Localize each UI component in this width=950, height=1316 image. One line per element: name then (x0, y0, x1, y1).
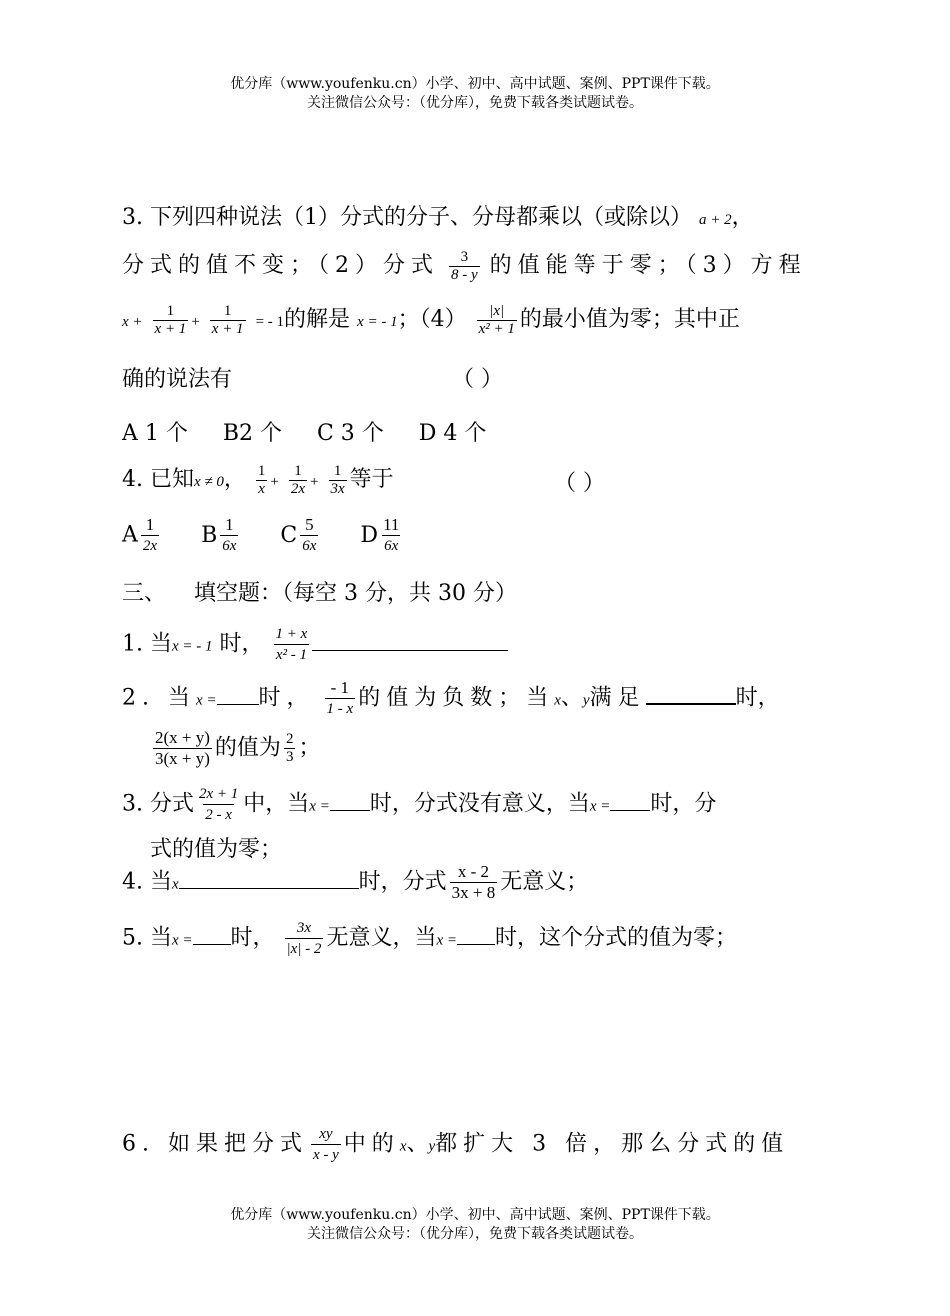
f4-c: 无意义； (500, 869, 589, 895)
den: |x| - 2 (285, 938, 324, 959)
f5-var-1: x = (171, 932, 193, 949)
q4-options (122, 515, 830, 556)
header-line-1: 优分库（www.youfenku.cn）小学、初中、高中试题、案例、PPT课件下载。 (230, 76, 720, 92)
den: 6x (220, 535, 238, 556)
q3-line-4 (122, 362, 830, 393)
fill-3 (122, 784, 830, 825)
fill-5 (122, 918, 830, 959)
answer-blank[interactable] (330, 810, 370, 811)
f2-a: 2. 当 (122, 685, 196, 711)
num: 1 (225, 515, 234, 534)
q3-frac-3 (210, 303, 246, 338)
f3-var-1: x = (309, 798, 330, 815)
q3-l2-a: 分式的值不变；（2）分式 (122, 253, 439, 278)
num: xy (319, 1126, 333, 1142)
f3-c: 时，分式没有意义，当 (369, 791, 590, 817)
q3-line-1 (122, 200, 830, 231)
var-x: x (399, 1138, 407, 1155)
q4-a: 4. 已知 (122, 467, 194, 492)
q3-options: A 1 个 B2 个 C 3 个 D 4 个 (122, 421, 487, 446)
fill-3-line-2: 式的值为零； (150, 837, 283, 862)
f1-b: 时， (212, 631, 264, 657)
num: 1 (257, 462, 266, 479)
q3-l3-c: 的最小值为零；其中正 (519, 307, 740, 332)
q4-b: 等于 (349, 467, 394, 492)
q3-frac-4 (477, 303, 517, 338)
num: x - 2 (457, 862, 490, 881)
page-header (0, 75, 950, 113)
q4-comma: ， (223, 467, 246, 492)
f2-frac (325, 678, 356, 719)
q4-cond: x ≠ 0 (193, 474, 224, 490)
sep: 、 (406, 1131, 429, 1157)
f5-frac (285, 918, 324, 959)
f2-e: 时， (735, 685, 780, 711)
f1-a: 1. 当 (122, 631, 172, 657)
den: x + 1 (154, 320, 187, 337)
q3-l3-b: ；（4） (397, 307, 467, 332)
f2-c: 的值为负数；当 (358, 685, 555, 711)
f6-a: 6. 如果把分式 (122, 1131, 308, 1157)
f2-l2-a: 的值为 (214, 735, 281, 761)
fill-2 (122, 678, 830, 719)
den: 2 - x (203, 804, 234, 825)
num: 1 (333, 462, 342, 479)
q3-l4-a: 确的说法有 (122, 367, 233, 392)
q3-frac-2 (153, 303, 189, 338)
den: 3(x + y) (155, 749, 210, 768)
den: 3 (285, 749, 294, 765)
plus: + (270, 474, 279, 490)
den: 1 - x (325, 698, 356, 719)
den: 2x (290, 480, 306, 497)
opt-c: C (280, 522, 298, 548)
num: 1 + x (275, 626, 308, 642)
den: 6x (300, 535, 318, 556)
eq: = - 1 (255, 314, 285, 330)
f3-d: 时，分 (650, 791, 717, 817)
q3-l2-b: 的值能等于零；（3）方程 (489, 253, 807, 278)
footer-line-2: 关注微信公众号：（优分库），免费下载各类试题试卷。 (307, 1226, 643, 1242)
den: 6x (382, 535, 400, 556)
answer-blank[interactable] (312, 650, 508, 651)
f4-b: 时，分式 (358, 869, 447, 895)
num: 11 (383, 515, 400, 534)
answer-paren: （ ） (452, 367, 503, 392)
var-y: y (428, 1138, 436, 1155)
answer-blank[interactable] (646, 703, 736, 705)
f1-frac (274, 624, 310, 665)
f6-c: 都扩大 3 倍，那么分式的值 (435, 1131, 790, 1157)
f3-b: 中，当 (243, 791, 310, 817)
q3-l3-a: 的解是 (284, 307, 351, 332)
num: 5 (305, 515, 314, 534)
f4-var: x (171, 876, 179, 893)
den: x² + 1 (478, 320, 515, 337)
den: x² - 1 (274, 644, 309, 665)
fill-4 (122, 862, 830, 903)
num: 3x (296, 920, 312, 936)
q3-comma: ， (731, 205, 754, 230)
page-footer (0, 1206, 950, 1244)
f2-value-frac (284, 731, 296, 766)
num: 3 (460, 248, 469, 265)
f6-frac (311, 1124, 341, 1165)
opt-b: B (201, 522, 218, 548)
num: 2(x + y) (155, 728, 210, 747)
f1-cond: x = - 1 (171, 638, 213, 655)
f5-var-2: x = (436, 932, 457, 949)
q3-line-3 (122, 302, 830, 338)
f5-c: 无意义，当 (326, 925, 437, 951)
den: 2x (141, 535, 159, 556)
f5-b: 时， (230, 925, 275, 951)
opt-a: A (122, 522, 138, 548)
q4-frac-1 (256, 463, 268, 498)
opt-d: D (360, 522, 379, 548)
answer-blank[interactable] (217, 704, 259, 705)
f3-a: 3. 分式 (122, 791, 194, 817)
f4-a: 4. 当 (122, 869, 172, 895)
header-line-2: 关注微信公众号：（优分库），免费下载各类试题试卷。 (307, 95, 643, 111)
opt-b-frac (220, 515, 238, 556)
answer-blank[interactable] (610, 810, 650, 811)
f2-b: 时， (258, 685, 315, 711)
den: x - y (311, 1144, 341, 1165)
den: 8 - y (451, 266, 478, 283)
den: x + 1 (211, 320, 244, 337)
answer-blank[interactable] (457, 944, 495, 945)
answer-blank[interactable] (193, 944, 231, 945)
num: 1 (294, 462, 302, 479)
f2-d: 满足 (589, 685, 646, 711)
q3-expr: a + 2 (698, 212, 732, 228)
fill-1 (122, 624, 830, 665)
sep: 、 (560, 685, 583, 711)
var-x: x (554, 692, 561, 709)
q3-text: 3. 下列四种说法（1）分式的分子、分母都乘以（或除以） (122, 205, 692, 230)
q4-frac-3 (329, 463, 347, 498)
num: 1 (145, 515, 155, 534)
section-3-title: 三、 填空题：（每空 3 分，共 30 分） (122, 581, 517, 606)
num: |x| (489, 302, 505, 319)
q3-line-2 (122, 248, 830, 284)
var-y: y (582, 692, 590, 709)
q4-frac-2 (289, 463, 307, 498)
plus: + (191, 314, 200, 330)
opt-c-frac (300, 515, 318, 556)
f6-b: 中的 (343, 1131, 400, 1157)
opt-a-frac (141, 515, 159, 556)
den: x (258, 480, 265, 497)
footer-line-1: 优分库（www.youfenku.cn）小学、初中、高中试题、案例、PPT课件下载。 (230, 1207, 720, 1223)
f3-var-2: x = (589, 798, 611, 815)
f3-frac (197, 784, 240, 825)
den: 3x + 8 (451, 883, 496, 902)
q4-line-1 (122, 462, 830, 498)
fill-2-line-2 (150, 728, 830, 769)
num: 2 (285, 731, 294, 747)
den: 3x (330, 480, 345, 497)
q3-sol: x = - 1 (357, 314, 398, 330)
q3-x: x + (122, 314, 143, 330)
q3-frac-1 (449, 249, 480, 284)
f2-var: x = (195, 692, 217, 709)
plus: + (310, 474, 319, 490)
num: - 1 (330, 678, 350, 697)
f4-frac (450, 862, 498, 903)
f5-d: 时，这个分式的值为零； (494, 925, 737, 951)
num: 2x + 1 (198, 786, 239, 802)
f2-l2-b: ； (298, 735, 321, 761)
f5-a: 5. 当 (122, 925, 172, 951)
fill-6 (122, 1124, 830, 1165)
answer-paren: （ ） (554, 471, 605, 496)
num: 1 (166, 302, 175, 319)
f2-frac-2 (153, 728, 212, 769)
num: 1 (223, 302, 232, 319)
answer-blank[interactable] (179, 888, 359, 889)
opt-d-frac (381, 515, 401, 556)
